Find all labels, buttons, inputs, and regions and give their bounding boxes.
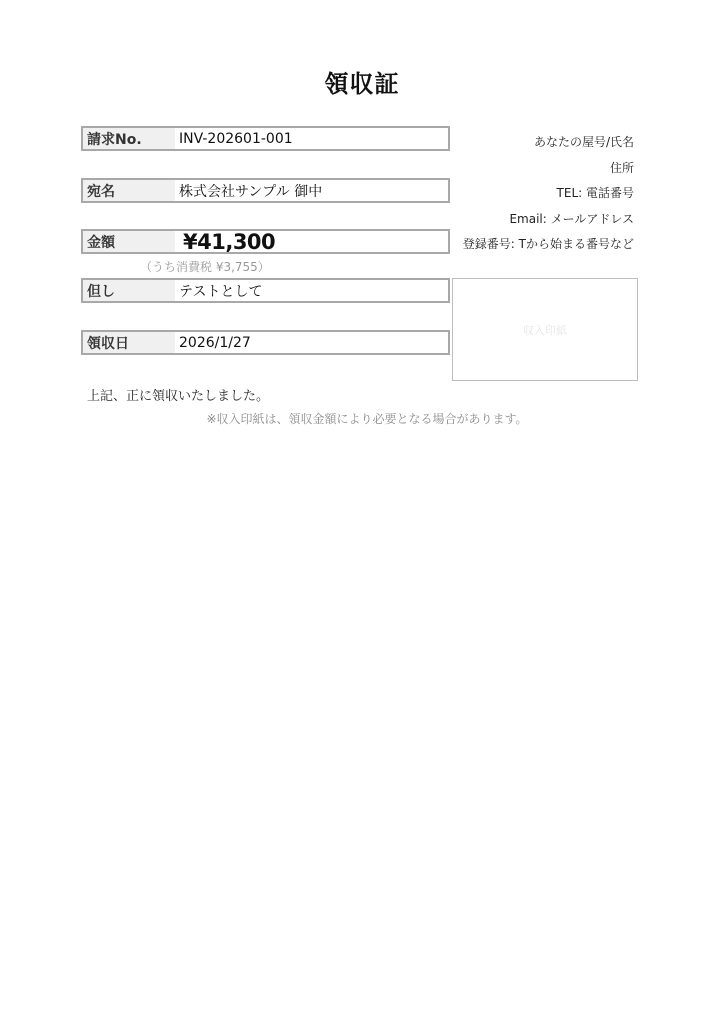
tax-note: （うち消費税 ¥3,755） <box>140 260 270 274</box>
receipt-title: 領収証 <box>324 70 400 98</box>
addressee-field <box>81 178 450 203</box>
description-label: 但し <box>83 280 175 301</box>
issuer-registration: 登録番号: Tから始まる番号など <box>462 237 634 251</box>
confirmation-text: 上記、正に領収いたしました。 <box>87 389 270 404</box>
issuer-tel: TEL: 電話番号 <box>556 186 634 200</box>
description-field <box>81 278 450 303</box>
receipt-date-value: 2026/1/27 <box>179 334 251 351</box>
invoice-number-label: 請求No. <box>83 128 175 149</box>
addressee-value: 株式会社サンプル 御中 <box>179 183 323 200</box>
amount-value: ¥41,300 <box>183 229 276 254</box>
issuer-block <box>463 130 634 258</box>
receipt-date-field <box>81 330 450 355</box>
amount-field <box>81 229 450 254</box>
amount-label: 金額 <box>83 231 175 252</box>
invoice-number-value: INV-202601-001 <box>179 130 293 147</box>
addressee-label: 宛名 <box>83 180 175 201</box>
stamp-note: ※収入印紙は、領収金額により必要となる場合があります。 <box>206 412 528 426</box>
description-value: テストとして <box>179 283 263 300</box>
issuer-email: Email: メールアドレス <box>509 211 634 226</box>
revenue-stamp-box <box>452 278 638 381</box>
receipt-date-label: 領収日 <box>83 332 175 353</box>
revenue-stamp-label: 収入印紙 <box>523 323 567 337</box>
issuer-address: 住所 <box>609 160 634 175</box>
issuer-name: あなたの屋号/氏名 <box>533 135 634 149</box>
invoice-number-field <box>81 126 450 151</box>
